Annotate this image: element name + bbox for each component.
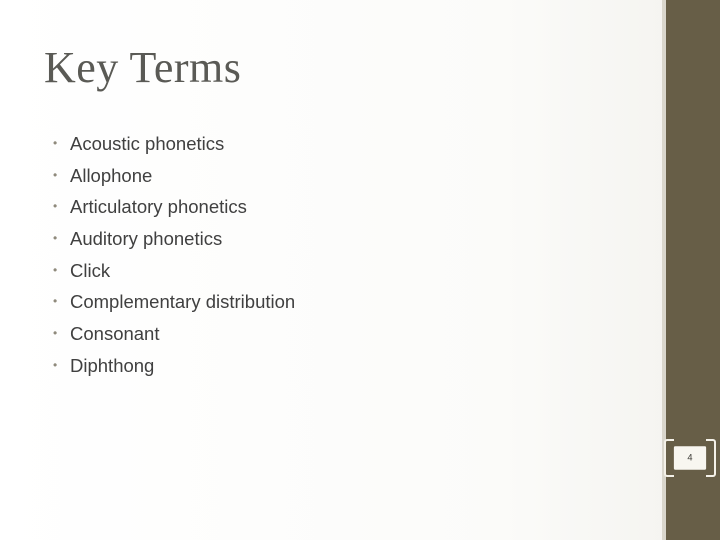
term-label: Articulatory phonetics — [70, 196, 247, 218]
bullet-icon: • — [53, 357, 58, 372]
term-label: Complementary distribution — [70, 291, 296, 313]
page-number-badge — [664, 439, 716, 477]
bullet-icon: • — [53, 167, 58, 182]
page-number: 4 — [674, 446, 706, 470]
bullet-icon: • — [53, 326, 58, 341]
bullet-icon: • — [53, 262, 58, 277]
slide-title: Key Terms — [44, 43, 242, 92]
term-label: Auditory phonetics — [70, 228, 223, 250]
bullet-icon: • — [53, 199, 58, 214]
bullet-icon: • — [53, 231, 58, 246]
left-bracket-icon — [664, 439, 674, 477]
term-label: Acoustic phonetics — [70, 133, 225, 154]
term-label: Allophone — [70, 164, 153, 186]
bullet-icon: • — [53, 136, 58, 150]
term-label: Diphthong — [70, 354, 155, 376]
right-bracket-icon — [706, 439, 716, 477]
term-label: Click — [70, 259, 111, 281]
term-label: Consonant — [70, 323, 160, 345]
bullet-icon: • — [53, 294, 58, 309]
